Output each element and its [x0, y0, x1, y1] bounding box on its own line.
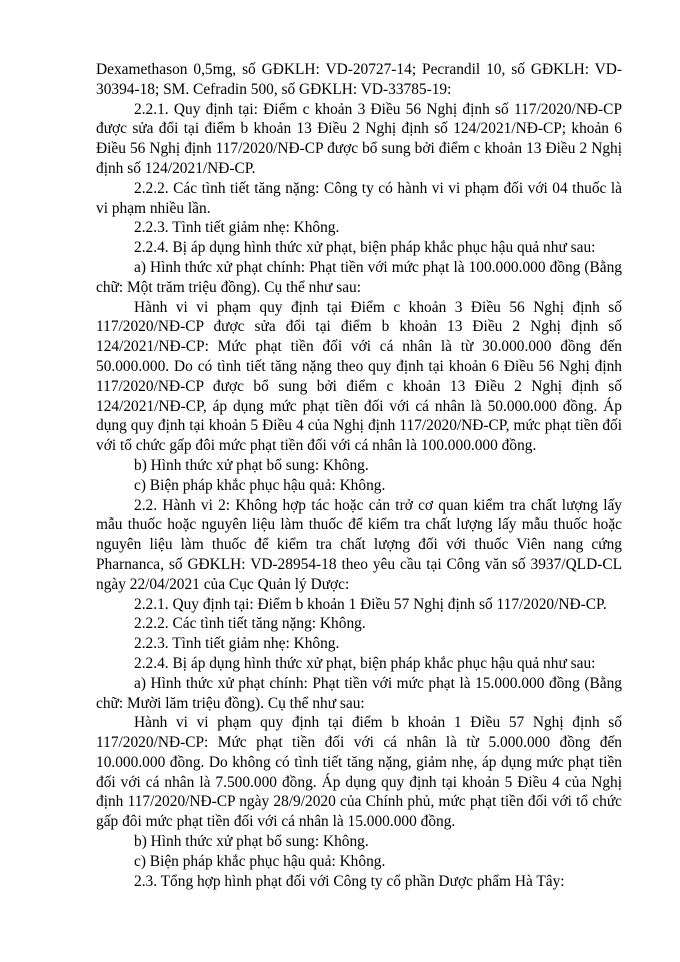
paragraph: Dexamethason 0,5mg, số GĐKLH: VD-20727-14; Pecrandil 10, số GĐKLH: VD-30394-18; SM. Cefradin 500, số GĐKLH: VD-33785-19:	[96, 61, 622, 98]
paragraph: 2.2.3. Tình tiết giảm nhẹ: Không.	[134, 219, 340, 237]
paragraph: a) Hình thức xử phạt chính: Phạt tiền với mức phạt là 100.000.000 đồng (Bằng chữ: Một trăm triệu đồng). Cụ thể như sau:	[96, 258, 622, 296]
paragraph: b) Hình thức xử phạt bổ sung: Không.	[134, 833, 369, 851]
paragraph: c) Biện pháp khắc phục hậu quả: Không.	[134, 476, 386, 494]
paragraph: a) Hình thức xử phạt chính: Phạt tiền với mức phạt là 15.000.000 đồng (Bằng chữ: Mười lăm triệu đồng). Cụ thể như sau:	[96, 674, 622, 712]
paragraph: 2.2.1. Quy định tại: Điểm b khoản 1 Điều 57 Nghị định số 117/2020/NĐ-CP.	[134, 595, 607, 613]
paragraph: 2.2.4. Bị áp dụng hình thức xử phạt, biện pháp khắc phục hậu quả như sau:	[134, 654, 596, 672]
paragraph: 2.2.1. Quy định tại: Điểm c khoản 3 Điều 56 Nghị định số 117/2020/NĐ-CP được sửa đổi tại điểm b khoản 13 Điều 2 Nghị định số 124/2021/NĐ-CP; khoản 6 Điều 56 Nghị định 117/2020/NĐ-CP được bổ sung bởi điểm c khoản 13 Điều 2 Nghị định số 124/2021/NĐ-CP.	[96, 100, 622, 177]
paragraph: Hành vi vi phạm quy định tại điểm b khoản 1 Điều 57 Nghị định số 117/2020/NĐ-CP: Mức phạt tiền đối với cá nhân là từ 5.000.000 đồng đến 10.000.000 đồng. Do không có tình tiết tăng nặng, giảm nhẹ, áp dụng mức phạt tiền đối với cá nhân là 7.500.000 đồng. Áp dụng quy định tại khoản 5 Điều 4 của Nghị định 117/2020/NĐ-CP ngày 28/9/2020 của Chính phủ, mức phạt tiền đối với tổ chức gấp đôi mức phạt tiền đối với cá nhân là 15.000.000 đồng.	[96, 714, 622, 831]
paragraph: 2.2.4. Bị áp dụng hình thức xử phạt, biện pháp khắc phục hậu quả như sau:	[134, 239, 596, 257]
paragraph: 2.2.3. Tình tiết giảm nhẹ: Không.	[134, 635, 340, 653]
paragraph: c) Biện pháp khắc phục hậu quả: Không.	[134, 852, 386, 870]
paragraph: 2.3. Tổng hợp hình phạt đối với Công ty cổ phần Dược phẩm Hà Tây:	[134, 872, 565, 890]
paragraph: Hành vi vi phạm quy định tại Điểm c khoản 3 Điều 56 Nghị định số 117/2020/NĐ-CP được sửa đổi tại điểm b khoản 13 Điều 2 Nghị định số 124/2021/NĐ-CP: Mức phạt tiền đối với cá nhân là từ 30.000.000 đồng đến 50.000.000. Do có tình tiết tăng nặng theo quy định tại khoản 6 Điều 56 Nghị định 117/2020/NĐ-CP được bổ sung bởi điểm c khoản 13 Điều 2 Nghị định số 124/2021/NĐ-CP, áp dụng mức phạt tiền đối với cá nhân là 50.000.000 đồng. Áp dụng quy định tại khoản 5 Điều 4 của Nghị định 117/2020/NĐ-CP, mức phạt tiền đối với tổ chức gấp đôi mức phạt tiền đối với cá nhân là 100.000.000 đồng.	[96, 298, 622, 455]
paragraph: 2.2.2. Các tình tiết tăng nặng: Không.	[134, 615, 366, 633]
paragraph: b) Hình thức xử phạt bổ sung: Không.	[134, 456, 369, 474]
paragraph: 2.2.2. Các tình tiết tăng nặng: Công ty có hành vi vi phạm đối với 04 thuốc là vi phạm nhiều lần.	[96, 179, 622, 217]
document-body	[96, 60, 622, 891]
paragraph: 2.2. Hành vi 2: Không hợp tác hoặc cản trở cơ quan kiểm tra chất lượng lấy mẫu thuốc hoặc nguyên liệu làm thuốc để kiểm tra chất lượng lấy mẫu thuốc hoặc nguyên liệu làm thuốc để kiểm tra chất lượng đối với thuốc Viên nang cứng Pharnanca, số GĐKLH: VD-28954-18 theo yêu cầu tại Công văn số 3937/QLD-CL ngày 22/04/2021 của Cục Quản lý Dược:	[96, 496, 622, 593]
